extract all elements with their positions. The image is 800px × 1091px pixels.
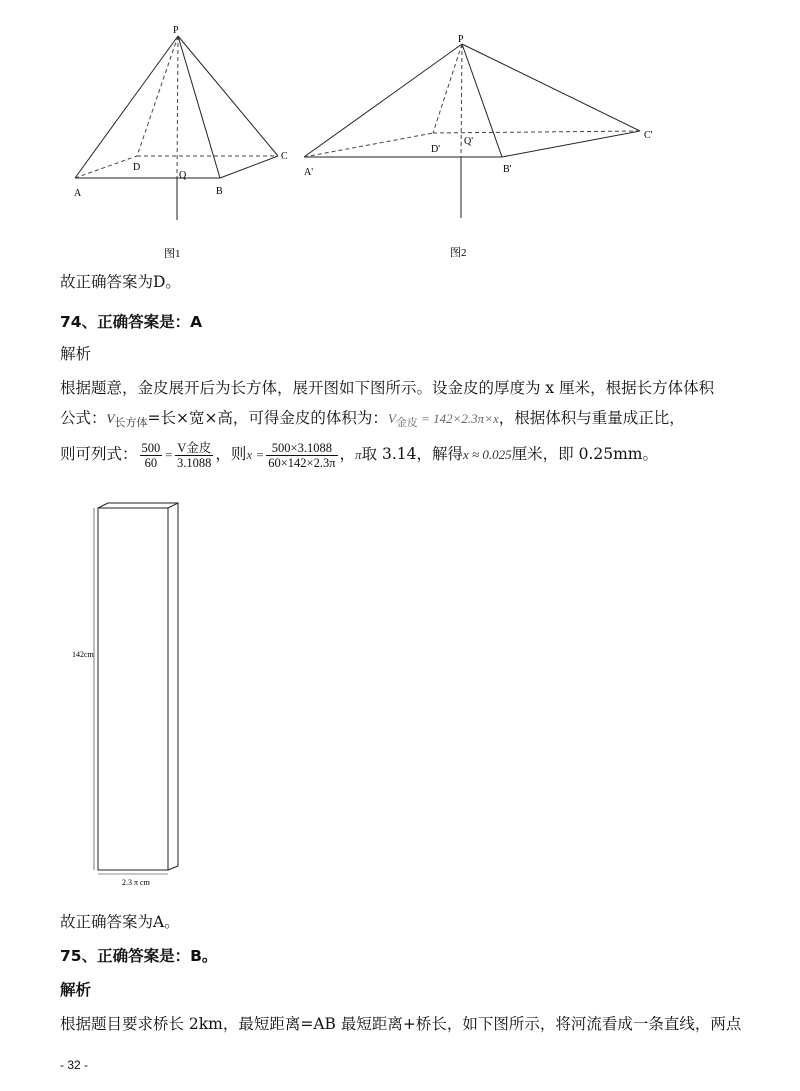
box-front — [98, 508, 168, 870]
q74-heading: 74、正确答案是：A — [60, 313, 203, 331]
label-q: Q — [179, 170, 187, 181]
text-segment: ，根据体积与重量成正比， — [498, 409, 685, 427]
height-label: 142cm — [72, 650, 94, 659]
paragraph-line-4: 根据题目要求桥长 2km，最短距离=AB 最短距离+桥长，如下图所示，将河流看成一条直线，两点 — [60, 1015, 742, 1033]
paragraph-line-2 — [60, 408, 685, 433]
height-pq — [177, 36, 178, 178]
conclusion-73: 故正确答案为D。 — [60, 273, 181, 291]
pi-symbol: π — [355, 447, 362, 462]
edge-pa — [75, 36, 178, 178]
q75-heading: 75、正确答案是：B。 — [60, 947, 218, 965]
fraction-500-60: $\frac{500}{60}$ — [141, 440, 161, 470]
text-segment: 取 3.14，解得 — [361, 445, 464, 463]
text-segment: ，则 — [215, 445, 247, 463]
figure-1-caption: 图1 — [164, 248, 181, 260]
width-label: 2.3 π cm — [122, 878, 150, 887]
analysis-label: 解析 — [60, 345, 92, 363]
edge-pb — [178, 36, 220, 178]
edge-pa — [304, 44, 462, 157]
text-segment: 厘米，即 0.25mm。 — [511, 445, 659, 463]
text-segment: 则可列式： — [60, 445, 138, 463]
edge-pc — [178, 36, 278, 156]
label-q: Q' — [464, 136, 474, 147]
figure-2-caption: 图2 — [450, 247, 467, 259]
text-segment: =长×宽×高，可得金皮的体积为： — [147, 409, 388, 427]
x-equals: x = — [246, 447, 265, 462]
box-top-edge — [98, 503, 108, 508]
page-number: - 32 - — [60, 1058, 89, 1072]
label-p: P — [173, 25, 179, 36]
edge-dc — [433, 131, 640, 133]
edge-ad — [304, 133, 433, 157]
edge-ad — [75, 156, 137, 178]
fraction-solution: $\frac{500\times 3.1088}{60\times 142\times 2.3\pi}$ — [268, 440, 336, 470]
figure-2-pyramid — [300, 30, 660, 260]
label-d: D — [133, 162, 141, 173]
edge-pd — [137, 36, 178, 156]
label-b: B — [216, 186, 223, 197]
text-segment: 公式： — [60, 409, 107, 427]
fraction-vgold-31088: $\frac{\text{V金皮}}{3.1088}$ — [177, 440, 212, 470]
label-c: C' — [644, 130, 653, 141]
label-p: P — [458, 34, 464, 45]
label-a: A' — [304, 167, 314, 178]
paragraph-line-1: 根据题意，金皮展开后为长方体，展开图如下图所示。设金皮的厚度为 x 厘米，根据长方体体积 — [60, 379, 715, 397]
analysis-label-2: 解析 — [60, 981, 92, 999]
box-side — [168, 503, 178, 870]
volume-symbol: $V_{长方体}$ — [106, 411, 148, 429]
text-segment: ， — [339, 445, 356, 463]
conclusion-74: 故正确答案为A。 — [60, 913, 180, 931]
label-a: A — [74, 188, 82, 199]
figure-1-pyramid — [60, 20, 320, 260]
edge-bc — [502, 131, 640, 157]
x-approx: x ≈ 0.025 — [463, 447, 512, 462]
edge-pd — [433, 44, 462, 133]
height-pq — [461, 44, 462, 157]
label-d: D' — [431, 144, 441, 155]
edge-bc — [220, 156, 278, 178]
label-b: B' — [503, 164, 512, 175]
unfolded-box-figure — [60, 500, 200, 890]
label-c: C — [281, 151, 288, 162]
equals-sign: = — [164, 447, 174, 462]
paragraph-line-3 — [60, 434, 658, 474]
gold-volume-formula: $V_{金皮} = 142\times 2.3\pi\times x$ — [387, 411, 499, 429]
